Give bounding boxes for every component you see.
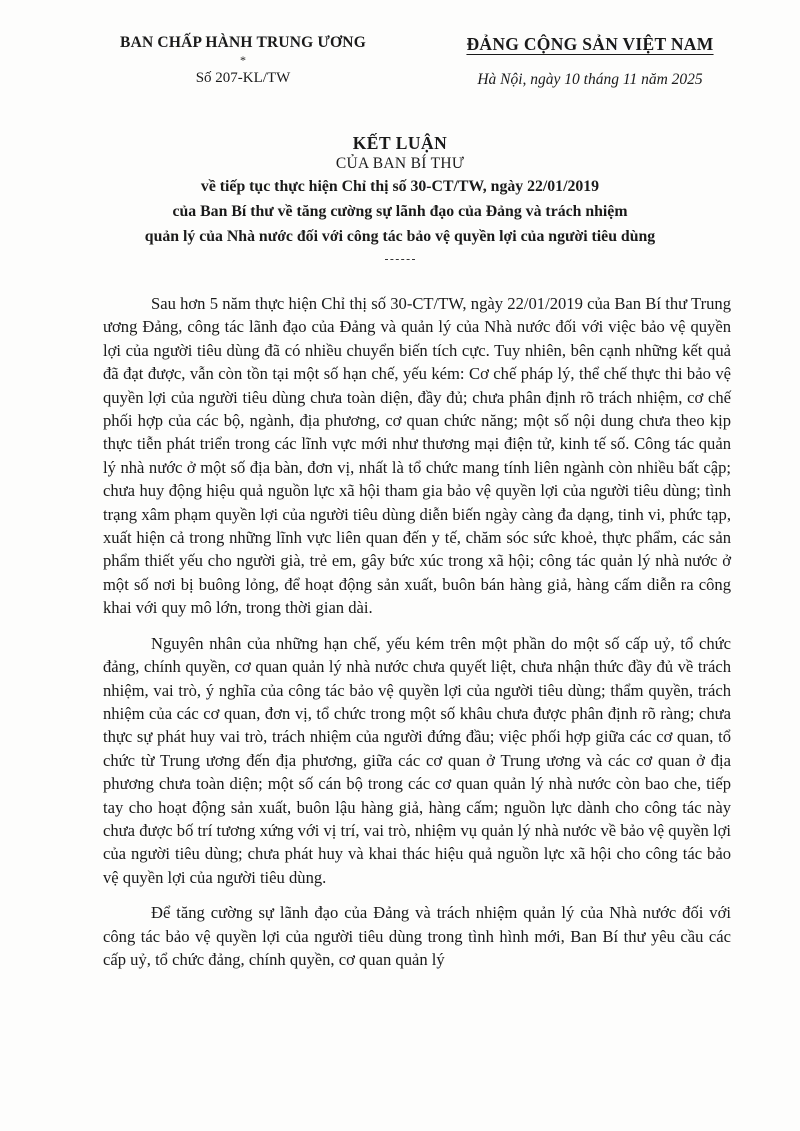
organization-name: BAN CHẤP HÀNH TRUNG ƯƠNG xyxy=(120,34,366,51)
party-block xyxy=(440,34,740,89)
title-block xyxy=(60,132,740,260)
document-header xyxy=(0,34,800,114)
party-name: ĐẢNG CỘNG SẢN VIỆT NAM xyxy=(466,34,714,54)
issuing-body-block xyxy=(88,34,398,87)
document-body xyxy=(103,292,731,983)
document-number: Số 207-KL/TW xyxy=(195,70,291,86)
body-paragraph: Nguyên nhân của những hạn chế, yếu kém trên một phần do một số cấp uỷ, tổ chức đảng, chính quyền, cơ quan quản lý nhà nước chưa quyết liệt, chưa nhận thức đầy đủ về trách nhiệm, vai trò, ý nghĩa của công tác bảo vệ quyền lợi của người tiêu dùng; thẩm quyền, trách nhiệm của các cơ quan, đơn vị, tổ chức trong một số khâu chưa được phân định rõ ràng; chưa thực sự phát huy vai trò, trách nhiệm của người đứng đầu; việc phối hợp giữa các cơ quan, tổ chức từ Trung ương đến địa phương, giữa các cơ quan ở Trung ương và các cơ quan ở địa phương chưa toàn diện; một số cán bộ trong các cơ quan quản lý nhà nước còn bao che, tiếp tay cho hoạt động sản xuất, buôn lậu hàng giả, hàng cấm; nguồn lực dành cho công tác này chưa được bố trí tương xứng với vị trí, vai trò, nhiệm vụ quản lý nhà nước về bảo vệ quyền lợi của người tiêu dùng; chưa phát huy và khai thác hiệu quả nguồn lực xã hội cho công tác bảo vệ quyền lợi của người tiêu dùng. xyxy=(103,633,731,887)
star-separator: * xyxy=(240,53,246,67)
document-title: KẾT LUẬN xyxy=(352,133,448,153)
subject-line: quản lý của Nhà nước đối với công tác bảo vệ quyền lợi của người tiêu dùng xyxy=(144,228,656,245)
body-paragraph: Để tăng cường sự lãnh đạo của Đảng và trách nhiệm quản lý của Nhà nước đối với công tác bảo vệ quyền lợi của người tiêu dùng trong tình hình mới, Ban Bí thư yêu cầu các cấp uỷ, tổ chức đảng, chính quyền, cơ quan quản lý xyxy=(103,903,731,969)
body-paragraph: Sau hơn 5 năm thực hiện Chỉ thị số 30-CT/TW, ngày 22/01/2019 của Ban Bí thư Trung ương Đảng, công tác lãnh đạo của Đảng và quản lý của Nhà nước đối với việc bảo vệ quyền lợi của người tiêu dùng đã có nhiều chuyển biến tích cực. Tuy nhiên, bên cạnh những kết quả đã đạt được, vẫn còn tồn tại một số hạn chế, yếu kém: Cơ chế pháp lý, thể chế thực thi bảo vệ quyền lợi của người tiêu dùng chưa toàn diện, đầy đủ; chưa phân định rõ trách nhiệm, cơ chế phối hợp của các bộ, ngành, địa phương, cơ quan chức năng; một số nội dung chưa theo kịp thực tiễn phát triển trong các lĩnh vực mới như thương mại điện tử, kinh tế số. Công tác quản lý nhà nước ở một số địa bàn, đơn vị, nhất là tổ chức mang tính liên ngành còn nhiều bất cập; chưa huy động hiệu quả nguồn lực xã hội tham gia bảo vệ quyền lợi của người tiêu dùng; tình trạng xâm phạm quyền lợi của người tiêu dùng diễn biến ngày càng đa dạng, tinh vi, phức tạp, xuất hiện cả trong những lĩnh vực liên quan đến y tế, chăm sóc sức khoẻ, thực phẩm, các sản phẩm thiết yếu cho người già, trẻ em, gây bức xúc trong xã hội; công tác quản lý nhà nước ở một số nơi bị buông lỏng, để hoạt động sản xuất, buôn bán hàng giả, hàng cấm diễn ra công khai với quy mô lớn, trong thời gian dài. xyxy=(103,294,731,618)
subject-line: về tiếp tục thực hiện Chỉ thị số 30-CT/TW, ngày 22/01/2019 xyxy=(200,178,600,195)
subject-line: của Ban Bí thư về tăng cường sự lãnh đạo của Đảng và trách nhiệm xyxy=(172,203,628,220)
document-issuer: CỦA BAN BÍ THƯ xyxy=(335,155,465,172)
place-date: Hà Nội, ngày 10 tháng 11 năm 2025 xyxy=(477,71,703,88)
title-divider xyxy=(385,259,415,260)
